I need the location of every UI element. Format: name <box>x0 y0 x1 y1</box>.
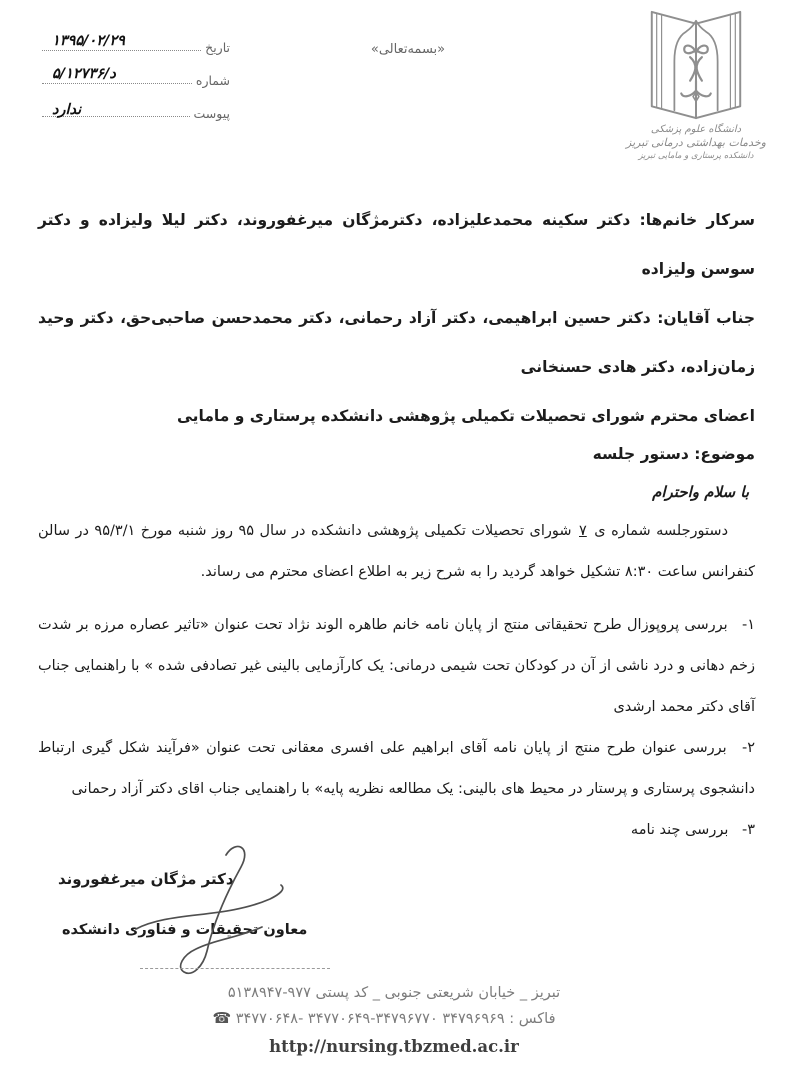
letter-meta <box>42 22 230 121</box>
signatory-title: معاون تحقیقات و فناوری دانشکده <box>62 922 308 938</box>
fax-label: فاکس : <box>509 1011 556 1027</box>
agenda-list <box>38 605 755 851</box>
intro-after-number: شورای تحصیلات تکمیلی پژوهشی دانشکده در سال ۹۵ روز شنبه مورخ ۹۵/۳/۱ در سالن کنفرانس ساعت ۸:۳۰ تشکیل خواهد گردید را به شرح زیر به اطلاع اعضای محترم می رساند. <box>38 523 755 580</box>
footer-address-line <box>0 981 788 1005</box>
agenda-item-3-number: ۳- <box>741 822 755 838</box>
phone-numbers: ۳۴۷۷۰۶۴۸- ۳۴۷۷۰۶۴۹-۳۴۷۹۶۷۷۰ <box>235 1011 438 1027</box>
letter-body <box>38 196 755 851</box>
phone-icon: ☎ <box>212 1009 232 1027</box>
agenda-item-1 <box>38 605 755 728</box>
agenda-item-2-text: بررسی عنوان طرح منتج از پایان نامه آقای ابراهیم علی افسری معقانی تحت عنوان «فرآیند شکل گیری ارتباط دانشجوی پرستاری و پرستار در محیط های بالینی: یک مطالعه نظریه پایه» با راهنمایی جناب اقای دکتر آزاد رحمانی <box>38 740 755 797</box>
recipients-men: جناب آقایان: دکتر حسین ابراهیمی، دکتر آزاد رحمانی، دکتر محمدحسن صاحبی‌حق، دکتر وحید زمان‌زاده، دکتر هادی حسنخانی <box>38 309 755 376</box>
signatory-name: دکتر مژگان میرغفوروند <box>58 870 234 888</box>
university-logo <box>617 8 775 161</box>
fax-group <box>438 1011 556 1027</box>
open-book-medical-icon <box>637 8 755 122</box>
besmellah-text: «بسمه‌تعالی» <box>370 42 446 57</box>
date-dotted-line <box>42 50 201 51</box>
phones-group <box>212 1006 437 1031</box>
fold-dashed-line <box>140 968 330 969</box>
attachment-value: ندارد <box>52 102 82 118</box>
handwritten-signature <box>128 843 338 978</box>
footer-phone-line <box>0 1006 788 1031</box>
date-value: ۱۳۹۵/۰۲/۲۹ <box>52 33 125 49</box>
fax-number: ۳۴۷۹۶۹۶۹ <box>442 1011 505 1027</box>
recipients-women: سرکار خانم‌ها: دکتر سکینه محمدعلیزاده، دکترمژگان میرغفوروند، دکتر لیلا ولیزاده و دکتر سوسن ولیزاده <box>38 211 755 278</box>
subject-line: موضوع: دستور جلسه <box>592 445 755 463</box>
meta-number-row <box>42 55 230 88</box>
logo-text-health-services: وخدمات بهداشتی درمانی تبریز <box>626 136 766 149</box>
letter-footer <box>0 981 788 1059</box>
salutation: با سلام واحترام <box>652 483 749 501</box>
date-label: تاریخ <box>205 40 230 55</box>
number-label: شماره <box>195 73 230 88</box>
number-value: ۵/د/۱۲۷۳۶ <box>52 66 116 82</box>
postal-code: ۵۱۳۸۹۴۷-۹۷۷ <box>227 985 311 1001</box>
address-text: تبریز _ خیابان شریعتی جنوبی _ کد پستی <box>315 985 561 1001</box>
meta-attachment-row <box>42 88 230 121</box>
agenda-item-3-text: بررسی چند نامه <box>630 822 729 838</box>
agenda-item-1-text: بررسی پروپوزال طرح تحقیقاتی منتج از پایان نامه خانم طاهره الوند نژاد تحت عنوان «تاثیر عصاره مرزه بر شدت زخم دهانی و درد ناشی از آن در کودکان تحت شیمی درمانی: یک کارآزمایی بالینی غیر تصادفی شده » با راهنمایی جناب آقای دکتر محمد ارشدی <box>38 617 755 715</box>
intro-paragraph <box>38 511 755 593</box>
attachment-label: پیوست <box>193 106 230 121</box>
recipients-council: اعضای محترم شورای تحصیلات تکمیلی پژوهشی دانشکده پرستاری و مامایی <box>177 407 755 425</box>
meta-date-row <box>42 22 230 55</box>
agenda-item-2-number: ۲- <box>741 740 755 756</box>
number-dotted-line <box>42 83 192 84</box>
website-url: http://nursing.tbzmed.ac.ir <box>269 1037 519 1056</box>
meeting-number: ۷ <box>579 523 587 539</box>
intro-before-number: دستورجلسه شماره ی <box>594 523 729 539</box>
logo-text-university: دانشگاه علوم پزشکی <box>650 124 742 135</box>
agenda-item-2 <box>38 728 755 810</box>
agenda-item-1-number: ۱- <box>741 617 755 633</box>
logo-text-faculty: دانشکده پرستاری و مامایی تبریز <box>638 151 754 161</box>
